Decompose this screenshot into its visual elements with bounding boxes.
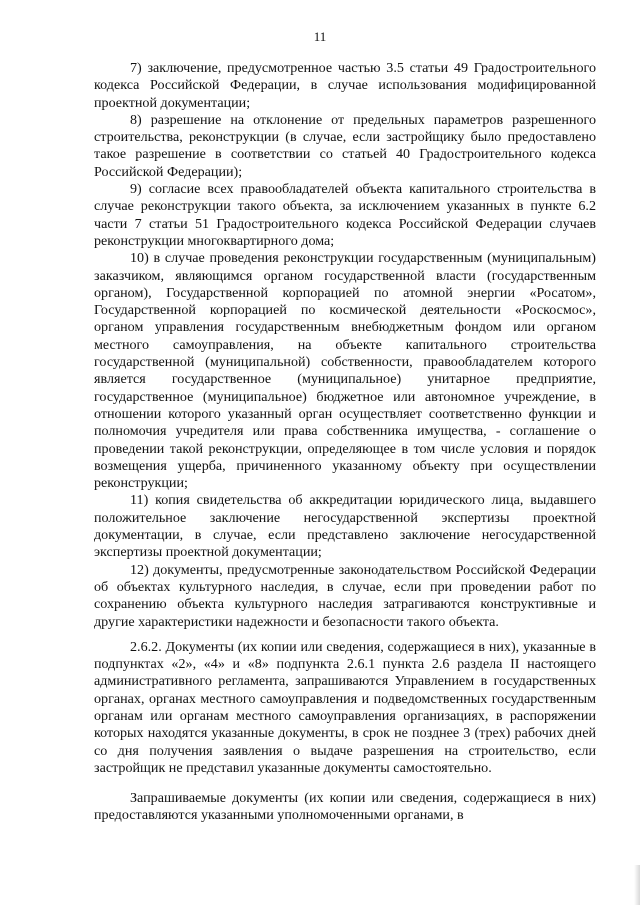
paragraph-item-8: 8) разрешение на отклонение от предельных параметров разрешенного строительства, реконструкции (в случае, если застройщику было предоставлено такое разрешение в соответствии со статьей 40 Градостроительного кодекса Российской Федерации);: [94, 111, 596, 180]
paragraph-item-9: 9) согласие всех правообладателей объекта капитального строительства в случае реконструкции такого объекта, за исключением указанных в пункте 6.2 части 7 статьи 51 Градостроительного кодекса Российской Федерации случаев реконструкции многоквартирного дома;: [94, 181, 596, 249]
paragraph-item-12: 12) документы, предусмотренные законодательством Российской Федерации об объектах культурного наследия, в случае, если при проведении работ по сохранению объекта культурного наследия затрагиваются конструктивные и другие характеристики надежности и безопасности такого объекта.: [94, 561, 596, 630]
paragraph-item-7: 7) заключение, предусмотренное частью 3.5 статьи 49 Градостроительного кодекса Российской Федерации, в случае использования модифицированной проектной документации;: [94, 60, 596, 111]
paragraph-item-11: 11) копия свидетельства об аккредитации юридического лица, выдавшего положительное заключение негосударственной экспертизы проектной документации, в случае, если представлено заключение негосударственной экспертизы проектной документации;: [94, 492, 596, 561]
paragraph-requested-documents: Запрашиваемые документы (их копии или сведения, содержащиеся в них) предоставляются указанными уполномоченными органами, в: [94, 790, 596, 824]
paragraph-item-10: 10) в случае проведения реконструкции государственным (муниципальным) заказчиком, являющимся органом государственной власти (государственным органом), Государственной корпорацией по атомной энергии «Росатом», Государственной корпорацией по космической деятельности «Роскосмос», органом управления государственным внебюджетным фондом или органом местного самоуправления, на объекте капитального строительства государственной (муниципальной) собственности, правообладателем которого является государственное (муниципальное) унитарное предприятие, государственное (муниципальное) бюджетное или автономное учреждение, в отношении которого указанный орган осуществляет соответственно функции и полномочия учредителя или права собственника имущества, - соглашение о проведении такой реконструкции, определяющее в том числе условия и порядок возмещения ущерба, причиненного указанному объекту при осуществлении реконструкции;: [94, 250, 596, 492]
scan-shadow: [634, 865, 640, 905]
paragraph-2-6-2: 2.6.2. Документы (их копии или сведения, содержащиеся в них), указанные в подпунктах «2», «4» и «8» подпункта 2.6.1 пункта 2.6 раздела II настоящего административного регламента, запрашиваются Управлением в государственных органах, органах местного самоуправления и подведомственных государственным органам или органам местного самоуправления организациях, в распоряжении которых находятся указанные документы, в срок не позднее 3 (трех) рабочих дней со дня получения заявления о выдаче разрешения на строительство, если застройщик не представил указанные документы самостоятельно.: [94, 638, 596, 776]
page-number: 11: [313, 29, 327, 44]
document-body: [94, 60, 596, 825]
